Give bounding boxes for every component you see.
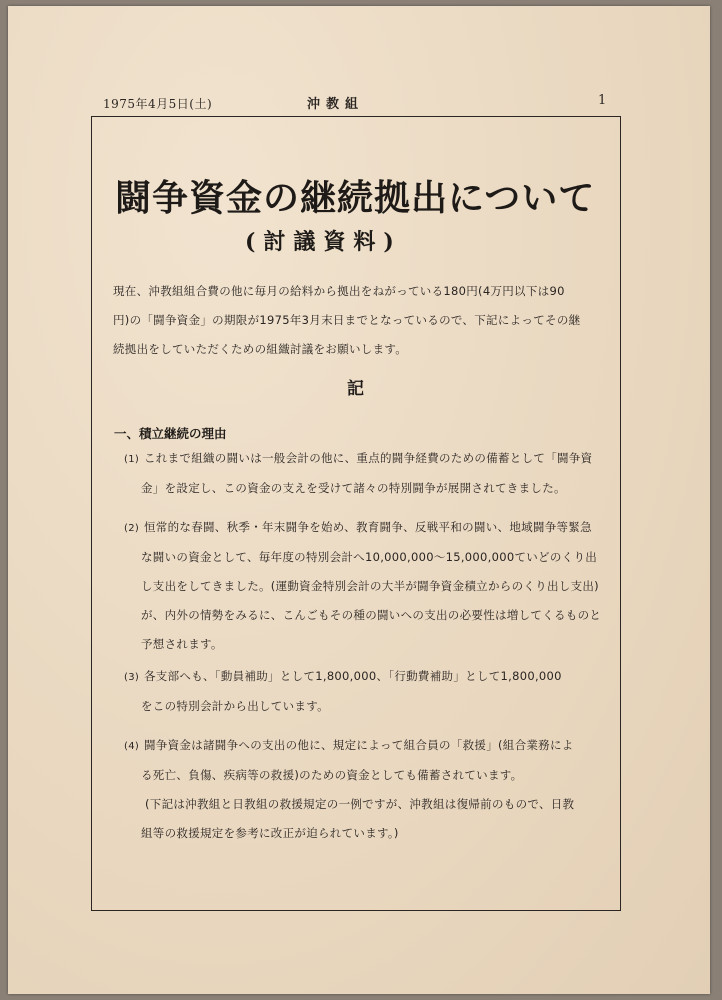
ki-heading: 記 [347, 379, 364, 399]
item-line: る死亡、負傷、疾病等の救援)のための資金としても備蓄されています。 [141, 768, 523, 782]
item-line: 金」を設定し、この資金の支えを受けて諸々の特別闘争が展開されてきました。 [141, 481, 566, 495]
header-organization: 沖教組 [307, 97, 365, 112]
intro-line: 現在、沖教組組合費の他に毎月の給料から拠出をねがっている180円(4万円以下は90 [113, 284, 565, 298]
item-number: (3) [124, 672, 140, 683]
item-line: な闘いの資金として、毎年度の特別会計へ10,000,000〜15,000,000ていどのくり出 [141, 550, 598, 564]
reason-item-3 [124, 662, 614, 721]
item-line: これまで組織の闘いは一般会計の他に、重点的闘争経費のための備蓄として「闘争資 [144, 451, 593, 465]
item-number: (1) [124, 454, 140, 465]
page-header [0, 91, 722, 113]
document-title: 闘争資金の継続拠出について [115, 177, 596, 219]
section-heading: 一、積立継続の理由 [114, 426, 227, 441]
reason-item-1 [124, 444, 614, 503]
item-line: し支出をしてきました。(運動資金特別会計の大半が闘争資金積立からのくり出し支出) [141, 579, 599, 593]
intro-paragraph [113, 277, 608, 364]
intro-line: 続拠出をしていただくための組織討議をお願いします。 [113, 342, 408, 356]
item-line: が、内外の情勢をみるに、こんごもその種の闘いへの支出の必要性は増してくるものと [141, 608, 602, 622]
item-line: 闘争資金は諸闘争への支出の他に、規定によって組合員の「救援」(組合業務によ [144, 738, 574, 752]
item-line: 各支部へも、「動員補助」として1,800,000、「行動費補助」として1,800,000 [144, 669, 562, 683]
item-line: 予想されます。 [141, 637, 223, 651]
item-line: 恒常的な春闘、秋季・年末闘争を始め、教育闘争、反戦平和の闘い、地域闘争等緊急 [144, 520, 592, 534]
item-number: (2) [124, 523, 140, 534]
item-note-line: (下記は沖教組と日教組の救援規定の一例ですが、沖教組は復帰前のもので、日教 [145, 797, 575, 811]
header-date: 1975年4月5日(土) [103, 97, 213, 111]
reason-item-4 [124, 731, 614, 848]
document-subtitle: (討議資料) [245, 229, 402, 255]
page-number: 1 [598, 93, 607, 108]
item-number: (4) [124, 741, 140, 752]
item-line: をこの特別会計から出しています。 [141, 699, 329, 713]
reason-item-2 [124, 513, 614, 659]
item-note-line: 組等の救援規定を参考に改正が迫られています。) [141, 826, 399, 840]
intro-line: 円)の「闘争資金」の期限が1975年3月末日までとなっているので、下記によってその継 [113, 313, 581, 327]
